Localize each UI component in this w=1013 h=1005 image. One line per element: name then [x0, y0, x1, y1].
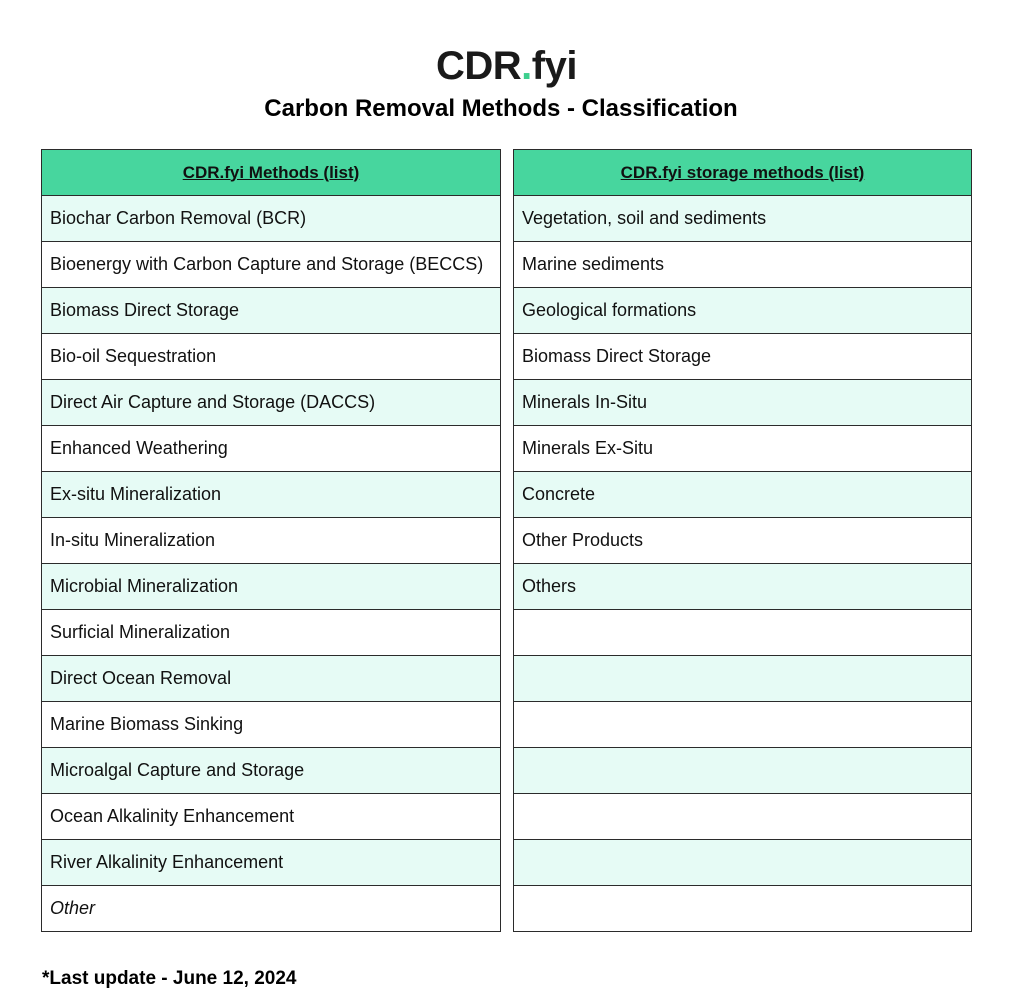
storage-row-empty — [514, 702, 972, 748]
methods-row: Direct Air Capture and Storage (DACCS) — [42, 380, 501, 426]
logo-text-fyi: fyi — [531, 44, 577, 88]
methods-row: River Alkalinity Enhancement — [42, 840, 501, 886]
storage-row-empty — [514, 794, 972, 840]
methods-row: Ocean Alkalinity Enhancement — [42, 794, 501, 840]
methods-row: Bioenergy with Carbon Capture and Storage (BECCS) — [42, 242, 501, 288]
methods-row: Ex-situ Mineralization — [42, 472, 501, 518]
storage-row: Vegetation, soil and sediments — [514, 196, 972, 242]
methods-header-link[interactable]: CDR.fyi Methods (list) — [182, 162, 360, 182]
logo-dot: . — [521, 44, 532, 88]
methods-row: Bio-oil Sequestration — [42, 334, 501, 380]
methods-row: Biomass Direct Storage — [42, 288, 501, 334]
storage-row: Marine sediments — [514, 242, 972, 288]
storage-row: Others — [514, 564, 972, 610]
methods-row: Direct Ocean Removal — [42, 656, 501, 702]
storage-row: Minerals In-Situ — [514, 380, 972, 426]
methods-row: Microbial Mineralization — [42, 564, 501, 610]
methods-row: Marine Biomass Sinking — [42, 702, 501, 748]
storage-header-link[interactable]: CDR.fyi storage methods (list) — [620, 162, 865, 182]
methods-table — [41, 149, 501, 932]
methods-row: Surficial Mineralization — [42, 610, 501, 656]
logo-text-cdr: CDR — [436, 44, 522, 88]
storage-row-empty — [514, 748, 972, 794]
storage-table — [513, 149, 972, 932]
last-update-note: *Last update - June 12, 2024 — [42, 968, 297, 989]
storage-row-empty — [514, 656, 972, 702]
storage-row-empty — [514, 610, 972, 656]
storage-row-empty — [514, 886, 972, 932]
methods-row-other: Other — [42, 886, 501, 932]
page-title: Carbon Removal Methods - Classification — [264, 95, 738, 122]
methods-table-header[interactable] — [42, 150, 501, 196]
methods-row: In-situ Mineralization — [42, 518, 501, 564]
methods-row: Biochar Carbon Removal (BCR) — [42, 196, 501, 242]
cdr-fyi-logo — [0, 44, 1013, 88]
storage-row: Concrete — [514, 472, 972, 518]
storage-table-header[interactable] — [514, 150, 972, 196]
methods-row: Microalgal Capture and Storage — [42, 748, 501, 794]
storage-row: Geological formations — [514, 288, 972, 334]
storage-row: Minerals Ex-Situ — [514, 426, 972, 472]
methods-row: Enhanced Weathering — [42, 426, 501, 472]
storage-row: Biomass Direct Storage — [514, 334, 972, 380]
storage-row-empty — [514, 840, 972, 886]
storage-row: Other Products — [514, 518, 972, 564]
